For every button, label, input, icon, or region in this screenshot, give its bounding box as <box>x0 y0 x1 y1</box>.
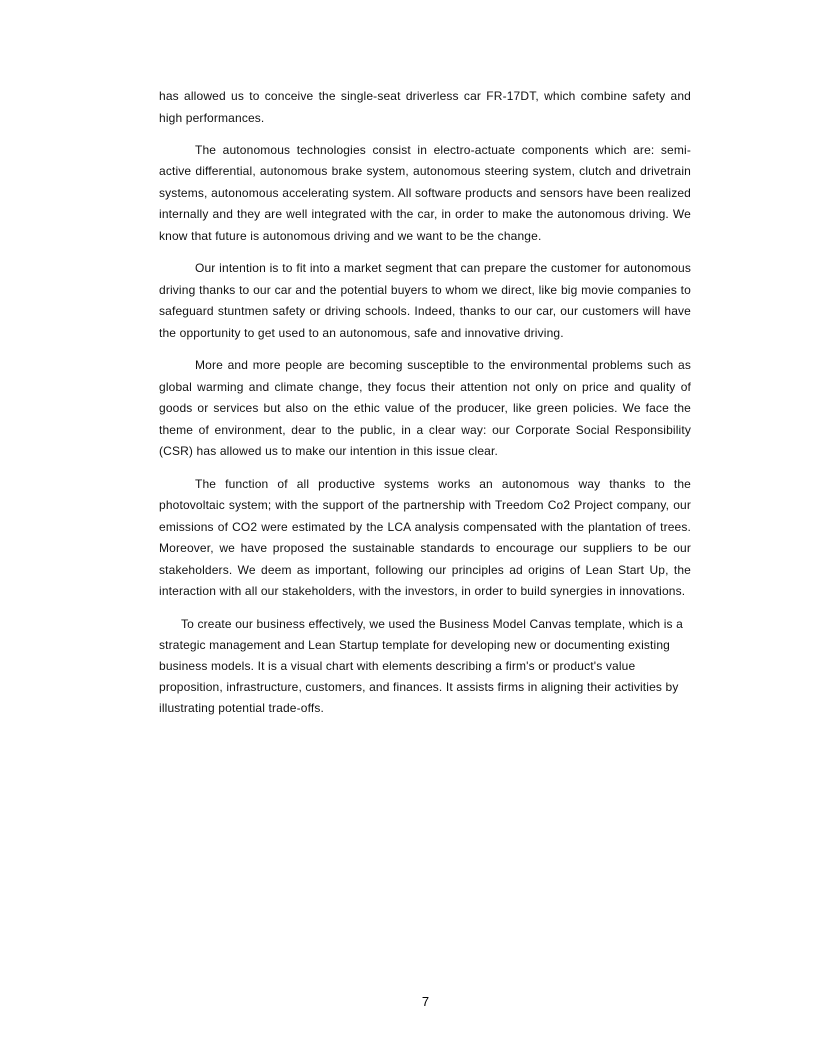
paragraph: The function of all productive systems works an autonomous way thanks to the photovoltaic system; with the support of the partnership with Treedom Co2 Project company, our emissions of CO2 were estimated by the LCA analysis compensated with the plantation of trees. Moreover, we have proposed the sustainable standards to encourage our suppliers to be our stakeholders. We deem as important, following our principles ad origins of Lean Start Up, the interaction with all our stakeholders, with the investors, in order to build synergies in innovations. <box>159 476 691 599</box>
paragraph: Our intention is to fit into a market segment that can prepare the customer for autonomous driving thanks to our car and the potential buyers to whom we direct, like big movie companies to safeguard stuntmen safety or driving schools. Indeed, thanks to our car, our customers will have the opportunity to get used to an autonomous, safe and innovative driving. <box>159 261 691 340</box>
paragraph: The autonomous technologies consist in electro-actuate components which are: semi-active differential, autonomous brake system, autonomous steering system, clutch and drivetrain systems, autonomous accelerating system. All software products and sensors have been realized internally and they are well integrated with the car, in order to make the autonomous driving. We know that future is autonomous driving and we want to be the change. <box>159 142 691 244</box>
paragraph: To create our business effectively, we used the Business Model Canvas template, which is a strategic management and Lean Startup template for developing new or documenting existing business models. It is a visual chart with elements describing a firm's or product's value proposition, infrastructure, customers, and finances. It assists firms in aligning their activities by illustrating potential trade-offs. <box>159 616 683 716</box>
body-text <box>159 86 691 730</box>
page-number: 7 <box>421 994 430 1009</box>
paragraph: More and more people are becoming susceptible to the environmental problems such as global warming and climate change, they focus their attention not only on price and quality of goods or services but also on the ethic value of the producer, like green policies. We face the theme of environment, dear to the public, in a clear way: our Corporate Social Responsibility (CSR) has allowed us to make our intention in this issue clear. <box>159 358 691 459</box>
paragraph: has allowed us to conceive the single-seat driverless car FR-17DT, which combine safety and high performances. <box>159 89 691 125</box>
